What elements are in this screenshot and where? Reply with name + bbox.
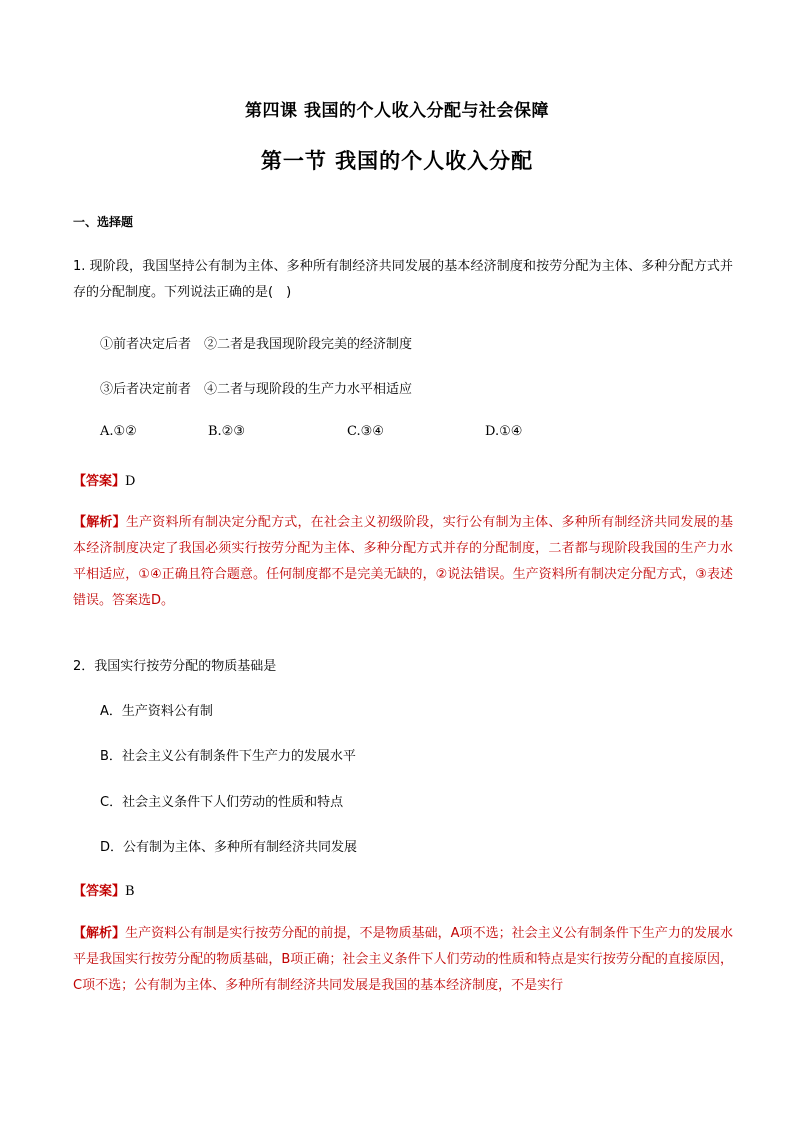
analysis-tag: 【解析】 <box>73 926 126 941</box>
q1-stem: 1. 现阶段，我国坚持公有制为主体、多种所有制经济共同发展的基本经济制度和按劳分配为主体、多种分配方式并存的分配制度。下列说法正确的是( ) <box>73 259 733 300</box>
q1-statements-line2: ③后者决定前者 ④二者与现阶段的生产力水平相适应 <box>100 382 413 397</box>
q2-option-b: B．社会主义公有制条件下生产力的发展水平 <box>100 749 356 764</box>
lesson-title: 第四课 我国的个人收入分配与社会保障 <box>245 101 549 121</box>
q1-analysis <box>73 510 733 614</box>
q2-analysis <box>73 921 733 999</box>
answer-value: B <box>125 884 135 899</box>
answer-tag: 【答案】 <box>73 474 126 489</box>
part-heading: 一、选择题 <box>73 215 134 229</box>
analysis-tag: 【解析】 <box>73 515 126 530</box>
q2-option-a: A．生产资料公有制 <box>100 704 213 719</box>
q2-stem: 2．我国实行按劳分配的物质基础是 <box>73 659 277 674</box>
q1-statements-line1: ①前者决定后者 ②二者是我国现阶段完美的经济制度 <box>100 337 413 352</box>
q1-answer <box>73 470 135 489</box>
q1-option-a: A.①② <box>100 424 137 439</box>
q1-option-c: C.③④ <box>347 424 384 439</box>
answer-tag: 【答案】 <box>73 884 126 899</box>
section-title: 第一节 我国的个人收入分配 <box>260 148 534 173</box>
q1-option-b: B.②③ <box>208 424 245 439</box>
q1-option-d: D.①④ <box>485 424 523 439</box>
analysis-text: 生产资料所有制决定分配方式，在社会主义初级阶段，实行公有制为主体、多种所有制经济共同发展的基本经济制度决定了我国必须实行按劳分配为主体、多种分配方式并存的分配制度，二者都与现阶段我国的生产力水平相适应，①④正确且符合题意。任何制度都不是完美无缺的，②说法错误。生产资料所有制决定分配方式，③表述错误。答案选D。 <box>73 515 733 608</box>
answer-value: D <box>125 474 136 489</box>
q2-option-d: D．公有制为主体、多种所有制经济共同发展 <box>100 840 358 855</box>
q2-answer <box>73 880 135 899</box>
analysis-text: 生产资料公有制是实行按劳分配的前提，不是物质基础，A项不选；社会主义公有制条件下生产力的发展水平是我国实行按劳分配的物质基础，B项正确；社会主义条件下人们劳动的性质和特点是实行按劳分配的直接原因，C项不选；公有制为主体、多种所有制经济共同发展是我国的基本经济制度，不是实行 <box>73 926 733 993</box>
q2-option-c: C．社会主义条件下人们劳动的性质和特点 <box>100 795 344 810</box>
